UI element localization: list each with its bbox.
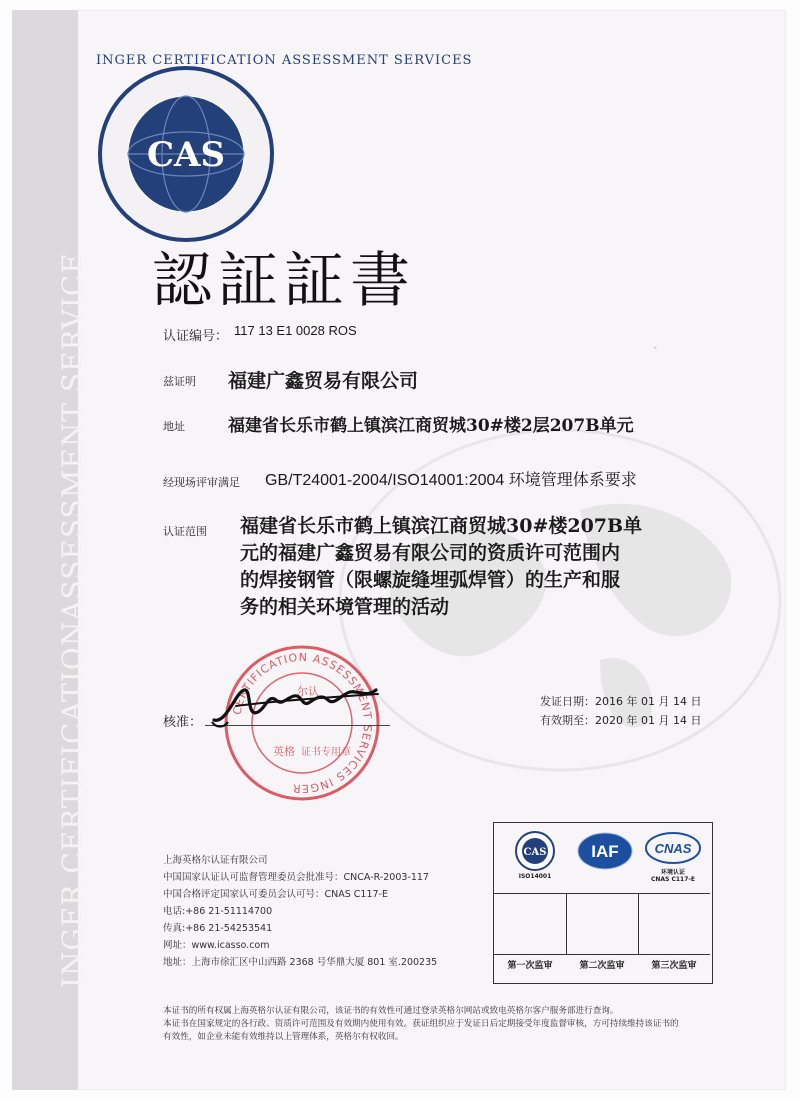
approve-label: 核准： bbox=[163, 715, 203, 730]
holder-value: 福建广鑫贸易有限公司 bbox=[228, 370, 419, 392]
issuer-approval-no: 中国国家认证认可监督管理委员会批准号：CNCA-R-2003-117 bbox=[163, 872, 429, 883]
cnas-caption-2: CNAS C117-E bbox=[651, 876, 695, 883]
iaf-mark bbox=[572, 831, 638, 873]
cas-logo bbox=[96, 53, 473, 244]
standard-value: GB/T24001-2004/ISO14001:2004 环境管理体系要求 bbox=[265, 472, 637, 489]
cas-mark-icon bbox=[515, 831, 555, 871]
issuer-name: 上海英格尔认证有限公司 bbox=[163, 855, 268, 866]
side-watermark-text: INGER CERTIFICATIONASSESSMENT SERVICE bbox=[56, 252, 89, 988]
address-label: 地址 bbox=[163, 420, 185, 433]
scope-text bbox=[240, 513, 700, 621]
signature bbox=[206, 672, 386, 730]
scope-label: 认证范围 bbox=[163, 525, 207, 538]
seal-center-text: 证书专用章 bbox=[301, 747, 351, 758]
scope-line: 的焊接钢管（限螺旋缝埋弧焊管）的生产和服 bbox=[240, 569, 621, 591]
issuer-phone: 电话:+86 21-51114700 bbox=[163, 906, 273, 917]
issuer-info bbox=[163, 852, 437, 971]
iaf-mark-icon bbox=[576, 831, 634, 871]
seal-top-text: 尔认 bbox=[297, 685, 319, 698]
cnas-mark-text: CNAS bbox=[654, 841, 692, 856]
issuer-website: 网址：www.icasso.com bbox=[163, 940, 270, 951]
supervision-cell-2 bbox=[566, 894, 639, 954]
certificate-title: 認証証書 bbox=[152, 246, 416, 316]
supervision-cell-1 bbox=[494, 894, 567, 954]
issue-date: 发证日期：2016 年 01 月 14 日 bbox=[540, 695, 702, 708]
seal-ring-text: CERTIFICATION ASSESSMENT SERVICES INGER bbox=[230, 650, 375, 796]
issuer-cnas-no: 中国合格评定国家认可委员会认可号：CNAS C117-E bbox=[163, 889, 388, 900]
standard-label: 经现场评审满足 bbox=[163, 476, 240, 489]
issuer-fax: 传真:+86 21-54253541 bbox=[163, 923, 273, 934]
cnas-mark bbox=[640, 831, 706, 883]
seal-bottom-text: 英格 bbox=[273, 745, 295, 758]
footer-line: 有效性，如企业未能有效维持以上管理体系，英格尔有权收回。 bbox=[163, 1032, 404, 1042]
cnas-caption-1: 环境认证 bbox=[660, 869, 685, 876]
validity-dates bbox=[540, 692, 701, 730]
scope-line: 福建省长乐市鹤上镇滨江商贸城30#楼207B单 bbox=[240, 515, 643, 537]
supervision-label-3: 第三次监审 bbox=[651, 961, 697, 971]
scope-line: 务的相关环境管理的活动 bbox=[240, 596, 450, 618]
holder-label: 兹证明 bbox=[163, 375, 196, 388]
address-value: 福建省长乐市鹤上镇滨江商贸城30#楼2层207B单元 bbox=[228, 416, 634, 436]
pencil-mark: ˇ bbox=[653, 347, 658, 357]
cert-no-label: 认证编号： bbox=[163, 329, 229, 344]
logo-center-text: CAS bbox=[147, 135, 225, 175]
iaf-mark-text: IAF bbox=[591, 842, 619, 861]
scope-line: 元的福建广鑫贸易有限公司的资质许可范围内 bbox=[240, 542, 621, 564]
supervision-label-1: 第一次监审 bbox=[507, 961, 553, 971]
cnas-mark-icon bbox=[644, 831, 702, 865]
cas-mark-caption: ISO14001 bbox=[518, 873, 552, 880]
cert-no-value: 117 13 E1 0028 ROS bbox=[234, 323, 357, 338]
accreditation-logos bbox=[494, 823, 710, 894]
supervision-table bbox=[494, 894, 710, 981]
cas-mark bbox=[502, 831, 568, 880]
logo-ring-text: INGER CERTIFICATION ASSESSMENT SERVICES bbox=[96, 53, 473, 68]
supervision-divider bbox=[494, 954, 710, 955]
footer-notice bbox=[163, 1005, 723, 1044]
valid-until-date: 有效期至：2020 年 01 月 14 日 bbox=[540, 714, 702, 727]
footer-line: 本证书在国家规定的各行政、资质许可范围及有效期内使用有效。获证组织应于发证日后定期接受年度监督审核，方可持续维持该证书的 bbox=[163, 1019, 679, 1029]
issuer-address: 地址：上海市徐汇区中山西路 2368 号华鼎大厦 801 室.200235 bbox=[163, 957, 438, 968]
cas-mark-text: CAS bbox=[523, 847, 547, 858]
supervision-label-2: 第二次监审 bbox=[579, 961, 625, 971]
footer-line: 本证书的所有权属上海英格尔认证有限公司，该证书的有效性可通过登录英格尔网站或致电英格尔客户服务部进行查询。 bbox=[163, 1006, 619, 1016]
